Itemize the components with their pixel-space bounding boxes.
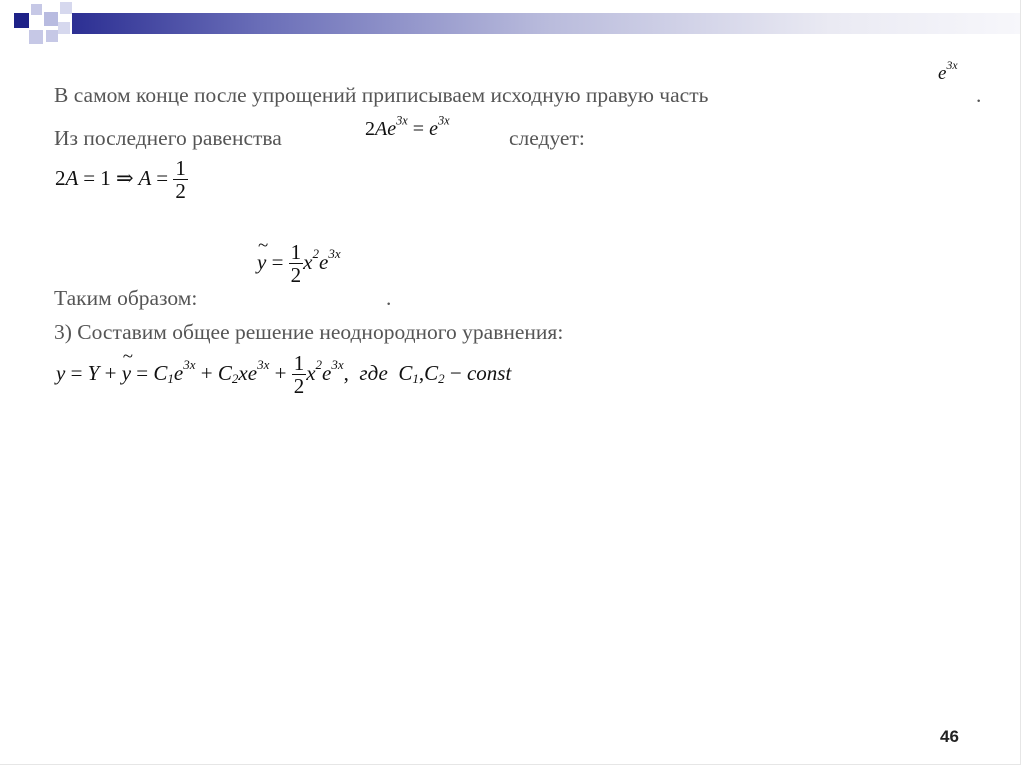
formula-general-solution: y = Y + ~ $y = C_1e^{3x} + C_2xe^{3x}$ + $\frac{1}{2}$ $x^2e^{3x}$, где $C_1,C_2$ − const: [56, 353, 511, 397]
header-square-light: [46, 30, 58, 42]
header-square-light: [44, 12, 58, 26]
const-word: const: [466, 360, 512, 385]
header-square-light: [29, 30, 43, 44]
where-word: где: [359, 360, 388, 385]
page-number: 46: [940, 727, 959, 746]
header-square-light: [58, 22, 70, 34]
line1-text: В самом конце после упрощений приписываем исходную правую часть: [54, 83, 709, 107]
header-square-light: [60, 2, 72, 14]
line2-end: следует:: [509, 126, 585, 150]
header-square-dark: [14, 13, 29, 28]
result-intro: Таким образом:: [54, 286, 198, 310]
line2-text: Из последнего равенства: [54, 126, 282, 150]
header-square-light: [31, 4, 42, 15]
formula-particular-solution: ~ y = $\frac{1}{2}$ $x^2e^{3x}$: [257, 242, 341, 286]
formula-2Ae3x-eq-e3x: $2Ae^{3x} = e^{3x}$: [365, 113, 450, 140]
text-line-1: [54, 83, 708, 108]
line1-period: .: [976, 83, 982, 107]
header-bar: [72, 13, 1020, 34]
result-period: .: [386, 286, 392, 310]
formula-A-equals-half: 2A = 1 ⇒ A = $\frac{1}{2}$: [55, 156, 186, 203]
step3-text: 3) Составим общее решение неоднородного уравнения:: [54, 320, 564, 344]
formula-e3x: $e^{3x}$: [938, 59, 958, 84]
